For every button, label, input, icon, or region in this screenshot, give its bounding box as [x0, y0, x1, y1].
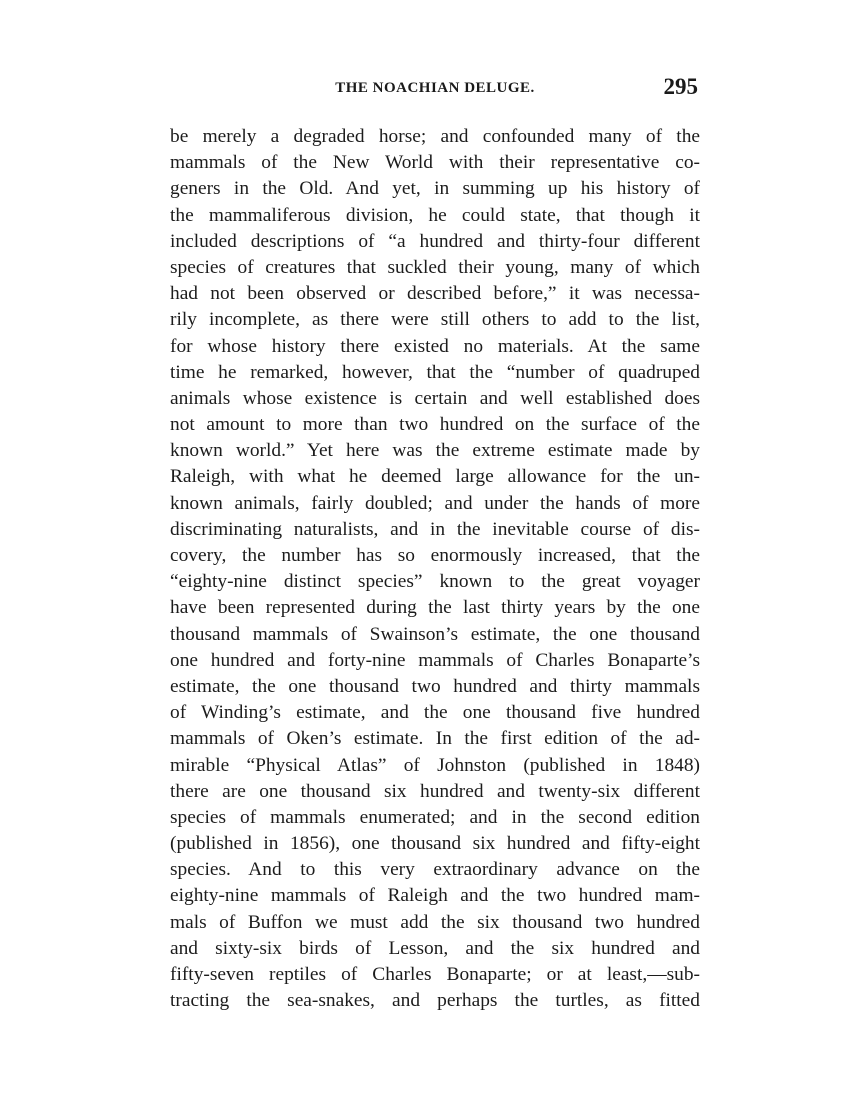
text-line: species of creatures that suckled their young, many of which: [170, 256, 700, 278]
text-line: rily incomplete, as there were still others to add to the list,: [170, 309, 700, 331]
text-line: not amount to more than two hundred on the surface of the: [170, 414, 700, 436]
text-line: of Winding’s estimate, and the one thousand five hundred: [170, 702, 700, 724]
text-line: the mammaliferous division, he could state, that though it: [170, 204, 700, 226]
text-line: known animals, fairly doubled; and under the hands of more: [170, 492, 700, 514]
text-line: animals whose existence is certain and well established does: [170, 387, 700, 409]
text-line: species of mammals enumerated; and in the second edition: [170, 806, 700, 828]
text-line: mals of Buffon we must add the six thousand two hundred: [170, 911, 700, 933]
text-line: time he remarked, however, that the “number of quadruped: [170, 361, 700, 383]
text-line: fifty-seven reptiles of Charles Bonaparte; or at least,—sub-: [170, 964, 700, 985]
body-text: [170, 124, 700, 1014]
running-head: [170, 76, 700, 104]
text-line: for whose history there existed no materials. At the same: [170, 335, 700, 357]
text-line: have been represented during the last thirty years by the one: [170, 597, 700, 619]
text-line: “eighty-nine distinct species” known to the great voyager: [170, 571, 700, 593]
text-line: species. And to this very extraordinary advance on the: [170, 859, 700, 881]
text-line: known world.” Yet here was the extreme estimate made by: [170, 440, 700, 462]
running-title: THE NOACHIAN DELUGE.: [335, 80, 535, 96]
text-line: mirable “Physical Atlas” of Johnston (published in 1848): [170, 754, 700, 776]
text-line: geners in the Old. And yet, in summing up his history of: [170, 178, 700, 200]
text-line: one hundred and forty-nine mammals of Charles Bonaparte’s: [170, 649, 700, 671]
text-line: discriminating naturalists, and in the inevitable course of dis-: [170, 518, 700, 540]
text-line: covery, the number has so enormously increased, that the: [170, 545, 700, 566]
text-line: estimate, the one thousand two hundred and thirty mammals: [170, 675, 700, 697]
text-line: included descriptions of “a hundred and thirty-four different: [170, 230, 700, 252]
text-line: be merely a degraded horse; and confounded many of the: [170, 126, 700, 147]
text-line: there are one thousand six hundred and twenty-six different: [170, 780, 700, 802]
text-line: had not been observed or described before,” it was necessa-: [170, 283, 700, 305]
text-line: eighty-nine mammals of Raleigh and the two hundred mam-: [170, 885, 700, 907]
text-line: tracting the sea-snakes, and perhaps the turtles, as fitted: [170, 990, 700, 1012]
text-line: and sixty-six birds of Lesson, and the six hundred and: [170, 937, 700, 959]
page-number: 295: [663, 74, 698, 99]
text-line: Raleigh, with what he deemed large allowance for the un-: [170, 466, 700, 488]
text-line: mammals of the New World with their representative co-: [170, 152, 700, 174]
text-line: (published in 1856), one thousand six hundred and fifty-eight: [170, 833, 700, 855]
text-line: thousand mammals of Swainson’s estimate, the one thousand: [170, 623, 700, 645]
text-line: mammals of Oken’s estimate. In the first edition of the ad-: [170, 728, 700, 750]
